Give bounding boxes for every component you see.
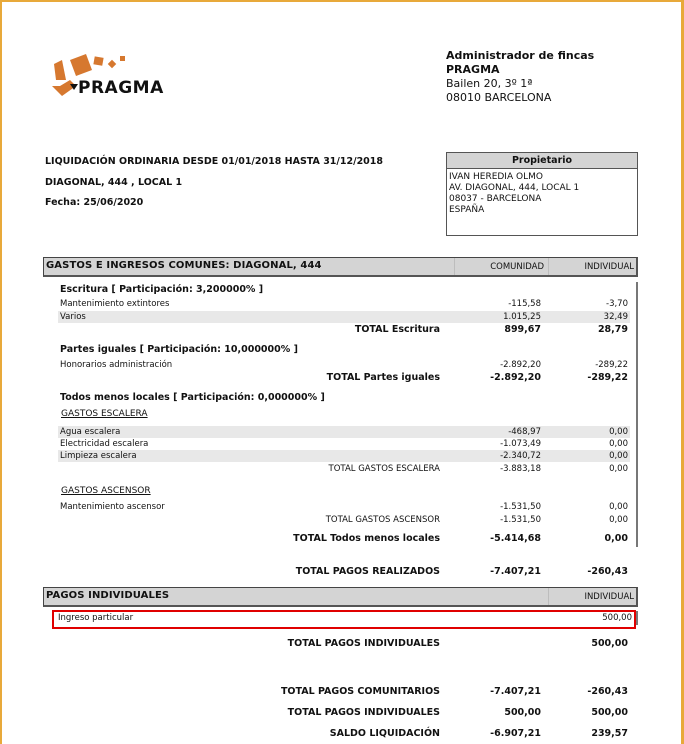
company-line-3: Bailen 20, 3º 1ª [446,77,533,90]
row-individual: 0,00 [609,427,628,437]
column-header-comunidad: COMUNIDAD [490,262,544,272]
column-divider [454,258,455,275]
document-date: Fecha: 25/06/2020 [45,197,144,208]
window-border-left [0,0,2,744]
summary-label: SALDO LIQUIDACIÓN [329,728,440,739]
table-row [58,450,630,462]
owner-line: AV. DIAGONAL, 444, LOCAL 1 [449,183,580,193]
row-individual: 0,00 [609,451,628,461]
total-row-escalera [58,463,630,475]
summary-individual: 239,57 [591,728,628,739]
total-label: TOTAL Todos menos locales [293,533,440,544]
total-comunidad: 899,67 [504,324,541,335]
total-row-escritura [58,324,630,336]
company-line-1: Administrador de fincas [446,49,595,62]
total-individual: 0,00 [609,464,628,474]
summary-label: TOTAL PAGOS COMUNITARIOS [280,686,440,697]
vertical-rule [636,611,638,625]
row-individual: 32,49 [603,312,628,322]
total-individual: -260,43 [587,566,628,577]
common-section-title: GASTOS E INGRESOS COMUNES: DIAGONAL, 444 [46,260,322,271]
total-individual: 500,00 [591,638,628,649]
owner-line: IVAN HEREDIA OLMO [449,172,543,182]
total-row-partes [58,372,630,384]
group-heading-escritura: Escritura [ Participación: 3,200000% ] [60,284,264,295]
total-row-ascensor [58,514,630,526]
total-label: TOTAL GASTOS ESCALERA [328,464,440,474]
row-individual: -3,70 [606,299,628,309]
row-label: Honorarios administración [60,360,173,370]
total-individual: 0,00 [604,533,628,544]
table-row [58,311,630,323]
property-name: DIAGONAL, 444 , LOCAL 1 [45,177,183,188]
document-title: LIQUIDACIÓN ORDINARIA DESDE 01/01/2018 HASTA 31/12/2018 [45,156,384,167]
summary-comunidad: -7.407,21 [490,686,541,697]
row-comunidad: 1.015,25 [503,312,541,322]
company-line-2: PRAGMA [446,63,500,76]
owner-line: ESPAÑA [449,205,485,215]
window-border-top [0,0,684,2]
column-divider [548,588,549,605]
table-row [58,359,630,371]
row-individual: 0,00 [609,502,628,512]
row-comunidad: -1.531,50 [500,502,541,512]
subgroup-heading-ascensor: GASTOS ASCENSOR [61,486,151,496]
total-label: TOTAL PAGOS INDIVIDUALES [287,638,440,649]
row-comunidad: -2.892,20 [500,360,541,370]
total-comunidad: -2.892,20 [490,372,541,383]
total-label: TOTAL PAGOS REALIZADOS [295,566,440,577]
total-individual: -289,22 [587,372,628,383]
row-comunidad: -468,97 [508,427,541,437]
total-comunidad: -7.407,21 [490,566,541,577]
row-individual: 500,00 [602,613,632,623]
company-address [446,49,594,105]
total-comunidad: -5.414,68 [490,533,541,544]
total-row-todos-menos-locales [58,533,630,545]
summary-row-saldo-liquidacion [58,728,630,740]
row-label: Mantenimiento extintores [60,299,170,309]
total-individual: 28,79 [597,324,628,335]
row-label: Mantenimiento ascensor [60,502,165,512]
row-label: Electricidad escalera [60,439,149,449]
common-section-header [43,257,638,277]
table-row [58,298,630,310]
total-row-pagos-individuales [58,638,630,650]
group-heading-partes-iguales: Partes iguales [ Participación: 10,000000% ] [60,344,298,355]
group-heading-todos-menos-locales: Todos menos locales [ Participación: 0,000000% ] [60,392,325,403]
pragma-logo [48,50,178,100]
summary-comunidad: -6.907,21 [490,728,541,739]
total-label: TOTAL GASTOS ASCENSOR [325,515,440,525]
vertical-rule [636,282,638,547]
column-divider [548,258,549,275]
subgroup-heading-escalera: GASTOS ESCALERA [61,409,148,419]
summary-label: TOTAL PAGOS INDIVIDUALES [287,707,440,718]
row-label: Agua escalera [60,427,121,437]
column-header-individual: INDIVIDUAL [584,262,634,272]
individual-section-header [43,587,638,607]
row-individual: -289,22 [595,360,628,370]
summary-individual: -260,43 [587,686,628,697]
total-comunidad: -3.883,18 [500,464,541,474]
table-row [58,426,630,438]
table-row [58,438,630,450]
individual-section-title: PAGOS INDIVIDUALES [46,590,170,601]
owner-line: 08037 - BARCELONA [449,194,542,204]
row-comunidad: -1.073,49 [500,439,541,449]
total-label: TOTAL Partes iguales [326,372,440,383]
summary-comunidad: 500,00 [504,707,541,718]
row-label: Varios [60,312,86,322]
owner-box [446,152,638,236]
summary-individual: 500,00 [591,707,628,718]
total-comunidad: -1.531,50 [500,515,541,525]
total-row-pagos-realizados [58,566,630,578]
row-comunidad: -115,58 [508,299,541,309]
total-label: TOTAL Escritura [354,324,440,335]
table-row [58,501,630,513]
column-header-individual: INDIVIDUAL [584,592,634,602]
total-individual: 0,00 [609,515,628,525]
highlighted-row-ingreso-particular[interactable] [52,610,636,629]
row-label: Ingreso particular [58,613,134,623]
row-comunidad: -2.340,72 [500,451,541,461]
owner-header: Propietario [447,153,637,169]
row-label: Limpieza escalera [60,451,137,461]
summary-row-pagos-comunitarios [58,686,630,698]
summary-row-pagos-individuales [58,707,630,719]
row-individual: 0,00 [609,439,628,449]
company-line-4: 08010 BARCELONA [446,91,552,104]
logo-text: PRAGMA [78,78,164,98]
